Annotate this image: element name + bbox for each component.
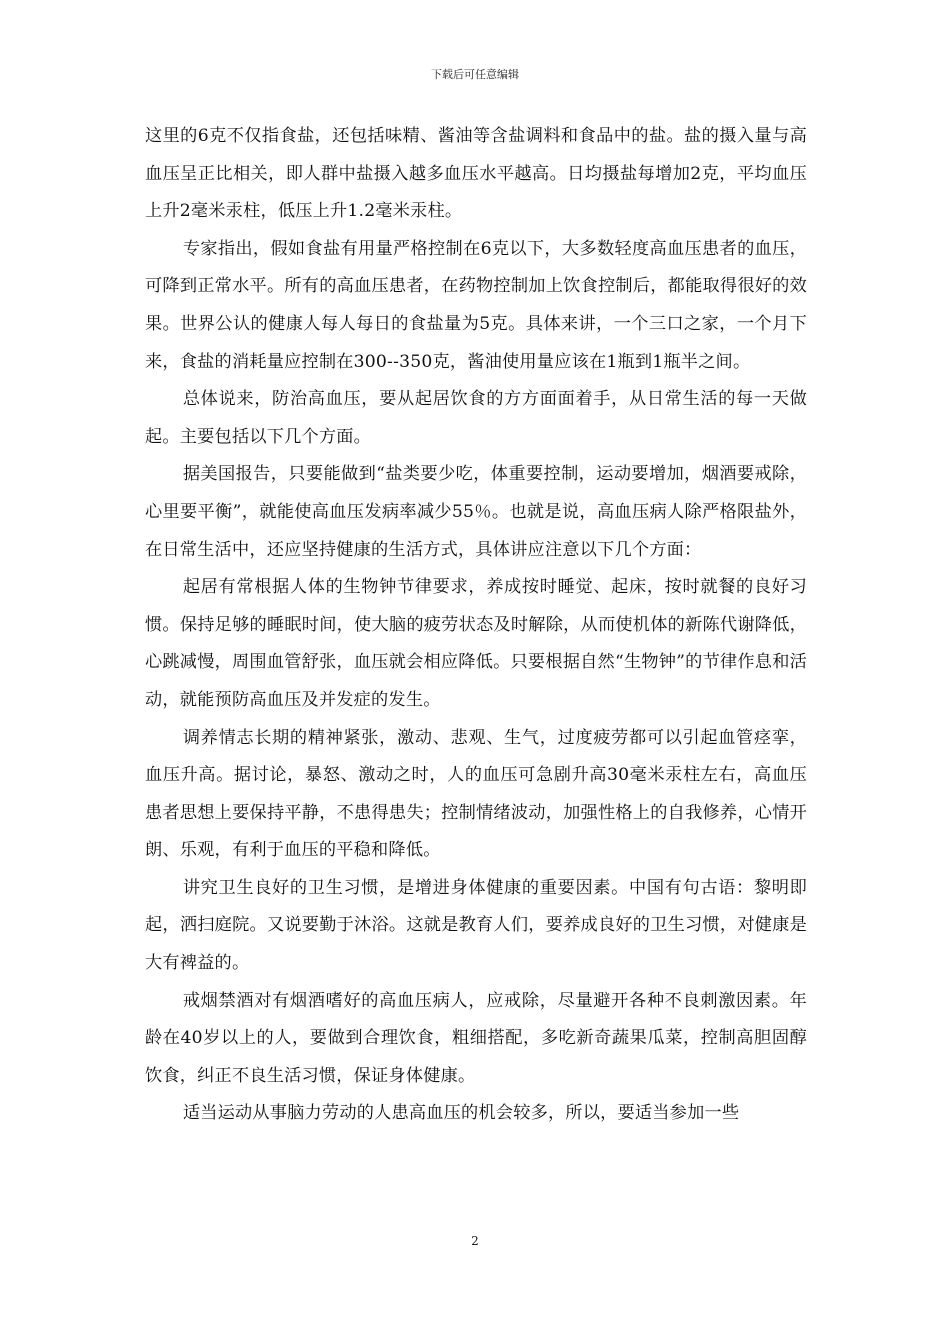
page-number: 2 bbox=[471, 1234, 479, 1248]
paragraph-exercise: 适当运动从事脑力劳动的人患高血压的机会较多，所以，要适当参加一些 bbox=[182, 1103, 740, 1124]
paragraph-emotional-care: 调养情志长期的精神紧张，激动、悲观、生气，过度疲劳都可以引起血管痉挛，血压升高。据讨论，暴怒、激动之时，人的血压可急剧升高30毫米汞柱左右，高血压患者思想上要保持平静，不患得患失；控制情绪波动，加强性格上的自我修养，心情开朗、乐观，有利于血压的平稳和降低。 bbox=[145, 727, 807, 861]
paragraph-expert-advice: 专家指出，假如食盐有用量严格控制在6克以下，大多数轻度高血压患者的血压，可降到正常水平。所有的高血压患者，在药物控制加上饮食控制后，都能取得很好的效果。世界公认的健康人每人每日的食盐量为5克。具体来讲，一个三口之家，一个月下来，食盐的消耗量应控制在300--350克，酱油使用量应该在1瓶到1瓶半之间。 bbox=[145, 238, 807, 372]
paragraph-us-report: 据美国报告，只要能做到“盐类要少吃，体重要控制，运动要增加，烟酒要戒除，心里要平衡”，就能使高血压发病率减少55％。也就是说，高血压病人除严格限盐外，在日常生活中，还应坚持健康的生活方式，具体讲应注意以下几个方面： bbox=[145, 464, 807, 560]
paragraph-quit-smoking-drinking: 戒烟禁酒对有烟酒嗜好的高血压病人，应戒除，尽量避开各种不良刺激因素。年龄在40岁以上的人，要做到合理饮食，粗细搭配，多吃新奇蔬果瓜菜，控制高胆固醇饮食，纠正不良生活习惯，保证身体健康。 bbox=[145, 990, 807, 1086]
paragraph-hygiene: 讲究卫生良好的卫生习惯，是增进身体健康的重要因素。中国有句古语：黎明即起，洒扫庭院。又说要勤于沐浴。这就是教育人们，要养成良好的卫生习惯，对健康是大有裨益的。 bbox=[145, 877, 807, 974]
paragraph-regular-routine: 起居有常根据人体的生物钟节律要求，养成按时睡觉、起床，按时就餐的良好习惯。保持足够的睡眠时间，使大脑的疲劳状态及时解除，从而使机体的新陈代谢降低，心跳减慢，周围血管舒张，血压就会相应降低。只要根据自然“生物钟”的节律作息和活动，就能预防高血压及并发症的发生。 bbox=[145, 577, 807, 710]
paragraph-salt-intake: 这里的6克不仅指食盐，还包括味精、酱油等含盐调料和食品中的盐。盐的摄入量与高血压呈正比相关，即人群中盐摄入越多血压水平越高。日均摄盐每增加2克，平均血压上升2毫米汞柱，低压上升1.2毫米汞柱。 bbox=[145, 126, 807, 222]
page-header: 下载后可任意编辑 bbox=[431, 68, 519, 81]
paragraph-overview: 总体说来，防治高血压，要从起居饮食的方方面面着手，从日常生活的每一天做起。主要包括以下几个方面。 bbox=[145, 389, 807, 447]
document-body bbox=[145, 118, 807, 1133]
